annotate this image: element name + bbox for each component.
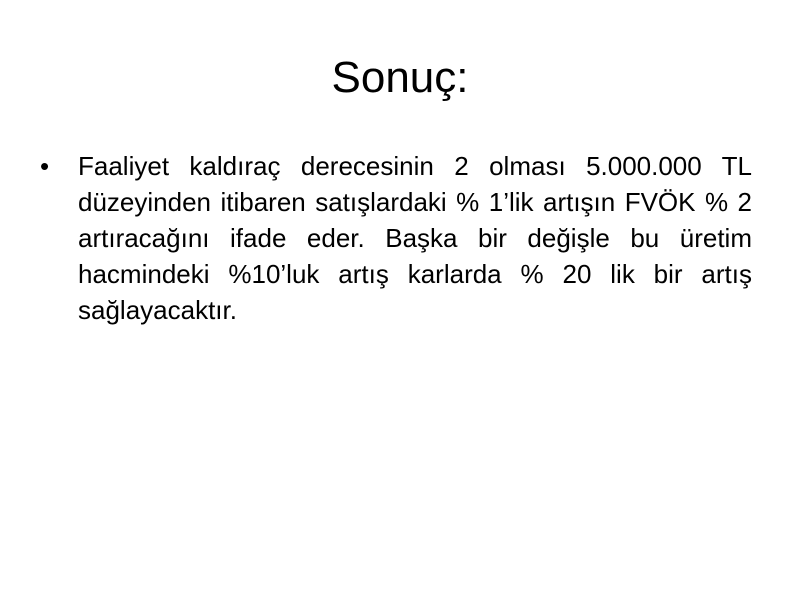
bullet-icon: • [40,151,50,181]
list-item [40,148,752,328]
bullet-list [40,148,752,328]
slide-title: Sonuç: [331,53,469,102]
bullet-text: Faaliyet kaldıraç derecesinin 2 olması 5.000.000 TL düzeyinden itibaren satışlardaki % 1’lik artışın FVÖK % 2 artıracağını ifade eder. Başka bir değişle bu üretim hacmindeki %10’luk artış karlarda % 20 lik bir artış sağlayacaktır. [78,151,752,325]
